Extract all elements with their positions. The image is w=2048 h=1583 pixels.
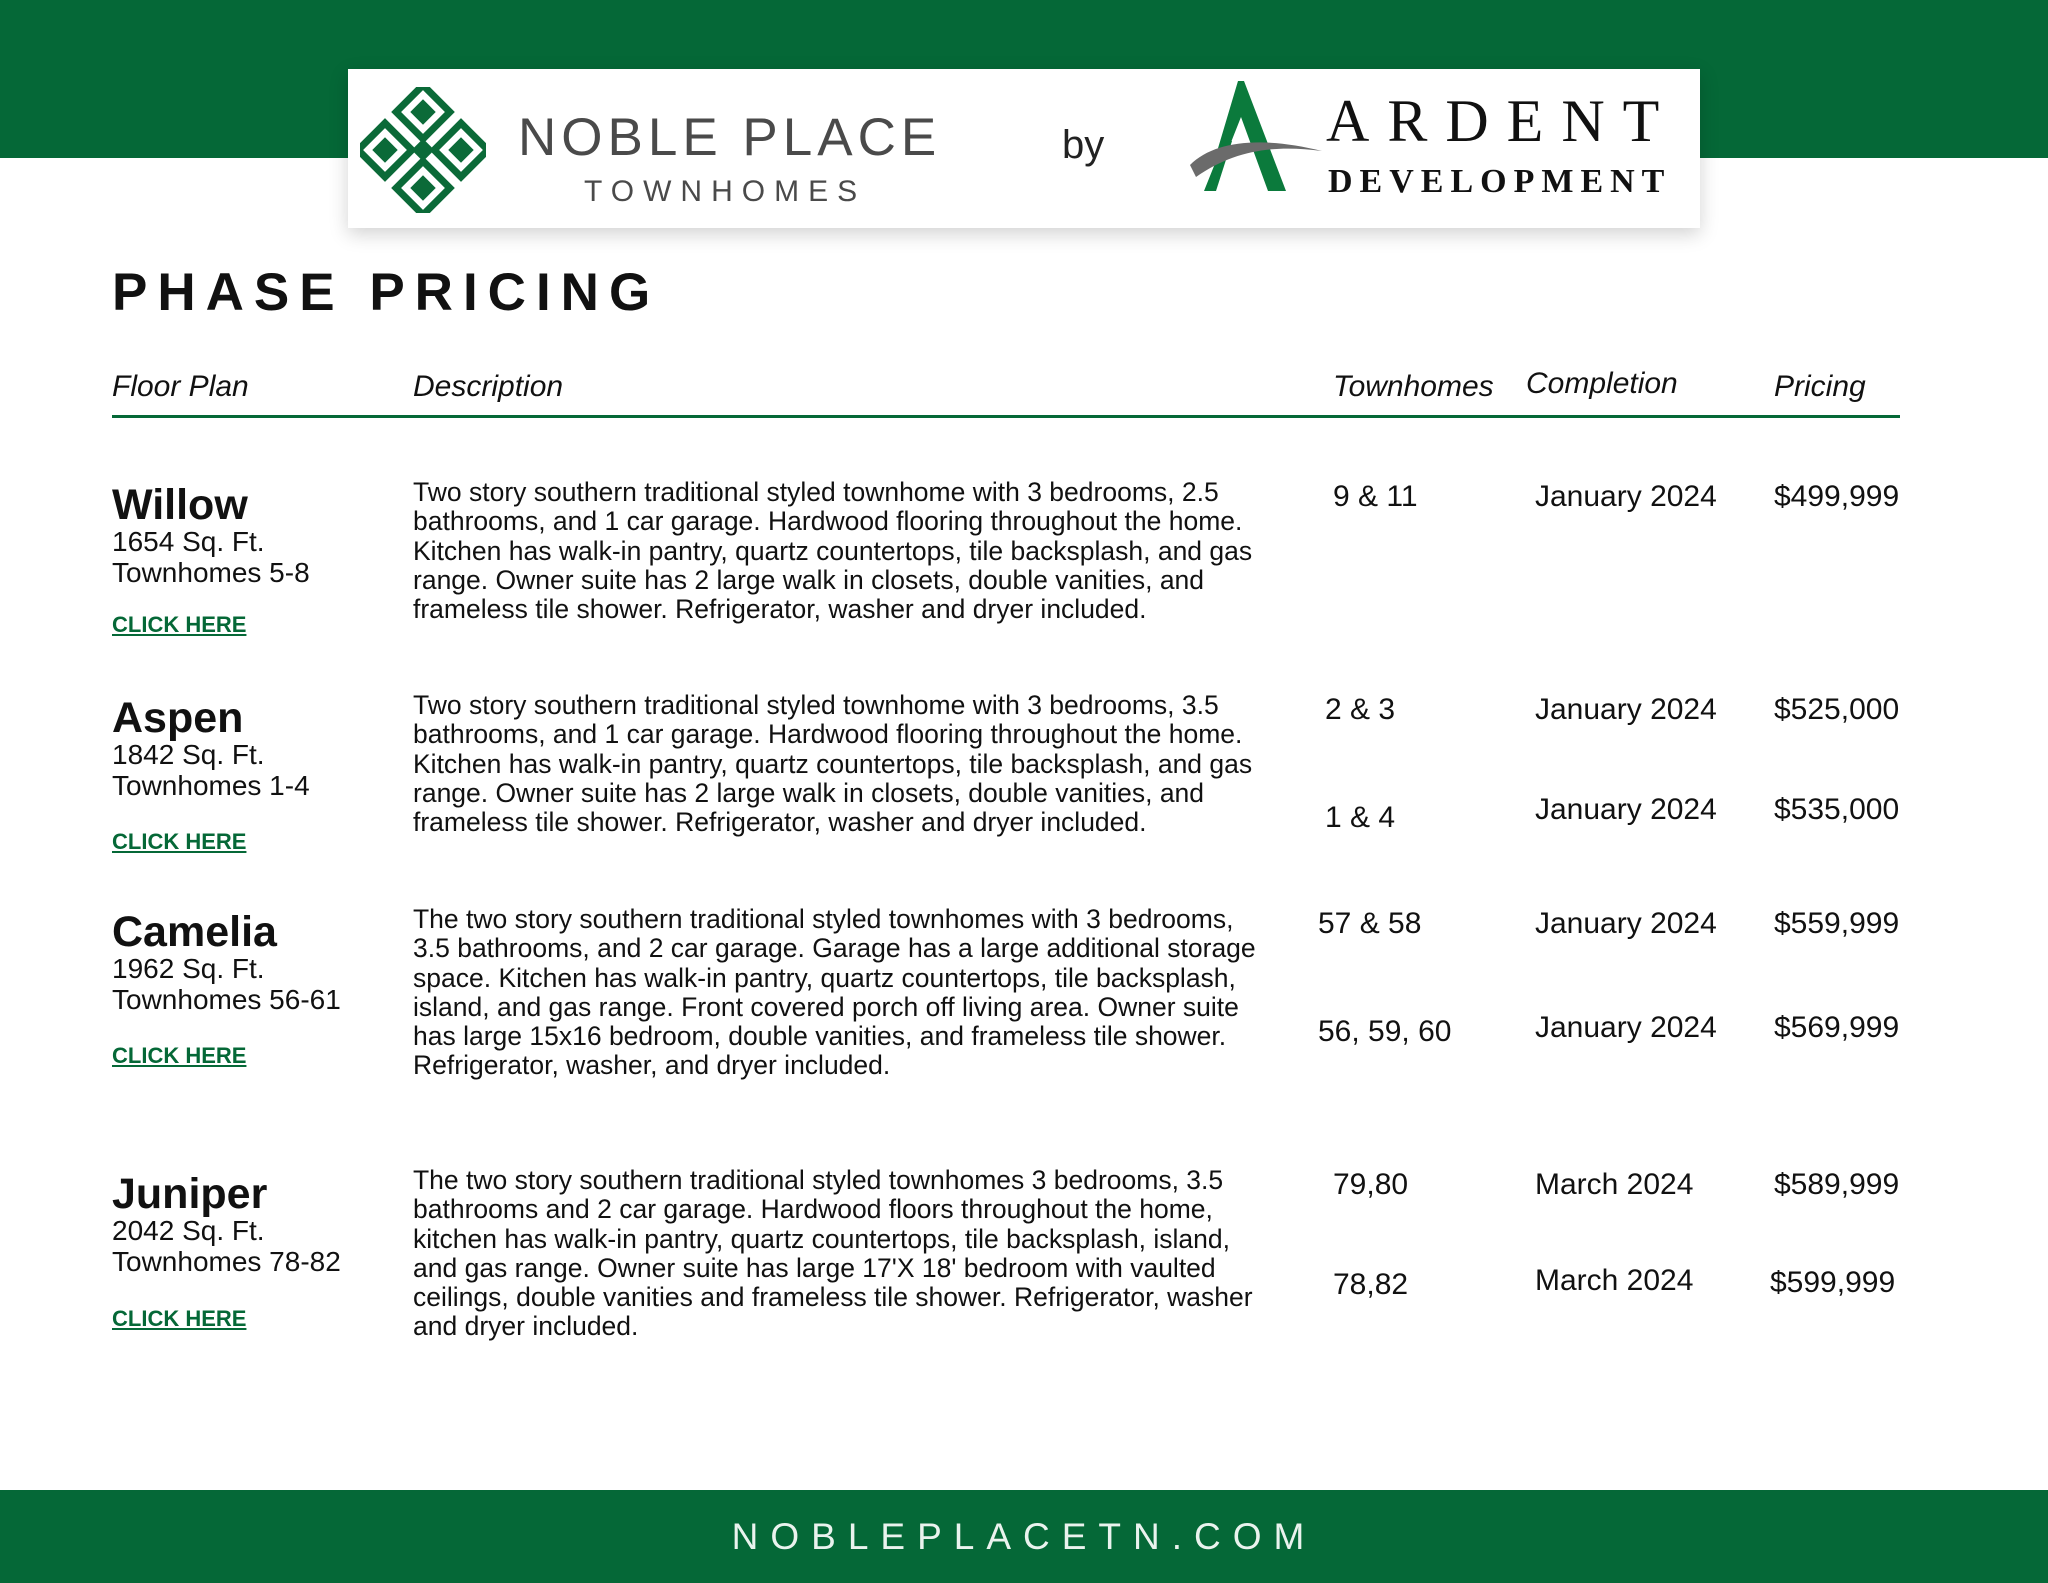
plan-name: Camelia [112, 908, 277, 956]
townhomes-cell: 78,82 [1333, 1268, 1409, 1301]
developer-name: ARDENT [1326, 88, 1678, 154]
website-link[interactable]: NOBLEPLACETN.COM [731, 1515, 1317, 1557]
plan-townhomes-range: Townhomes 78-82 [112, 1246, 341, 1277]
plan-townhomes-range: Townhomes 56-61 [112, 984, 341, 1015]
plan-sqft: 2042 Sq. Ft. [112, 1215, 265, 1246]
header-divider [112, 415, 1900, 418]
completion-cell: January 2024 [1535, 693, 1717, 726]
plan-link[interactable]: CLICK HERE [112, 829, 247, 854]
page-title: PHASE PRICING [112, 263, 661, 322]
price-cell: $589,999 [1774, 1168, 1900, 1201]
price-cell: $499,999 [1774, 480, 1900, 513]
completion-cell: January 2024 [1535, 480, 1717, 513]
plan-link[interactable]: CLICK HERE [112, 1306, 247, 1331]
plan-link[interactable]: CLICK HERE [112, 1043, 247, 1068]
plan-sqft: 1962 Sq. Ft. [112, 953, 265, 984]
price-cell: $569,999 [1774, 1011, 1900, 1044]
townhomes-cell: 79,80 [1333, 1168, 1409, 1201]
column-header-completion: Completion [1526, 367, 1678, 400]
plan-townhomes-range: Townhomes 5-8 [112, 557, 310, 588]
plan-name: Willow [112, 481, 248, 529]
column-header-floor-plan: Floor Plan [112, 370, 249, 403]
column-header-pricing: Pricing [1774, 370, 1866, 403]
completion-cell: March 2024 [1535, 1168, 1694, 1201]
price-cell: $559,999 [1774, 907, 1900, 940]
townhomes-cell: 57 & 58 [1318, 907, 1422, 940]
townhomes-cell: 1 & 4 [1325, 801, 1396, 834]
plan-townhomes-range: Townhomes 1-4 [112, 770, 310, 801]
plan-description: The two story southern traditional styled townhomes with 3 bedrooms, 3.5 bathrooms, and 2 car garage. Garage has a large additional storage space. Kitchen has walk-in pantry, quartz countertops, tile backsplash, island, and gas range. Front covered porch off living area. Owner suite has large 15x16 bedroom, double vanities, and frameless tile shower. Refrigerator, washer, and dryer included. [413, 904, 1256, 1081]
completion-cell: January 2024 [1535, 1011, 1717, 1044]
plan-name: Aspen [112, 694, 244, 742]
price-cell: $535,000 [1774, 793, 1900, 826]
townhomes-cell: 9 & 11 [1333, 480, 1418, 513]
brand-name: NOBLE PLACE [518, 108, 942, 167]
completion-cell: March 2024 [1535, 1264, 1694, 1297]
plan-name: Juniper [112, 1170, 268, 1218]
plan-description: Two story southern traditional styled townhome with 3 bedrooms, 3.5 bathrooms, and 1 car garage. Hardwood flooring throughout the home. Kitchen has walk-in pantry, quartz countertops, tile backsplash, and gas range. Owner suite has 2 large walk in closets, double vanities, and frameless tile shower. Refrigerator, washer and dryer included. [413, 690, 1253, 838]
plan-link[interactable]: CLICK HERE [112, 612, 247, 637]
price-cell: $599,999 [1770, 1266, 1896, 1299]
footer-band [0, 1490, 2048, 1583]
column-header-description: Description [413, 370, 564, 403]
plan-description: The two story southern traditional styled townhomes 3 bedrooms, 3.5 bathrooms and 2 car garage. Hardwood floors throughout the home, kitchen has walk-in pantry, quartz countertops, tile backsplash, island, and gas range. Owner suite has large 17'X 18' bedroom with vaulted ceilings, double vanities and frameless tile shower. Refrigerator, washer and dryer included. [413, 1165, 1253, 1342]
noble-place-logo-icon [360, 87, 486, 213]
completion-cell: January 2024 [1535, 907, 1717, 940]
price-cell: $525,000 [1774, 693, 1900, 726]
developer-subtitle: DEVELOPMENT [1328, 163, 1672, 200]
townhomes-cell: 56, 59, 60 [1318, 1015, 1452, 1048]
plan-sqft: 1654 Sq. Ft. [112, 526, 265, 557]
by-label: by [1062, 123, 1105, 167]
brand-tagline: TOWNHOMES [584, 175, 867, 208]
plan-sqft: 1842 Sq. Ft. [112, 739, 265, 770]
ardent-logo-icon [1186, 79, 1326, 197]
completion-cell: January 2024 [1535, 793, 1717, 826]
logo-banner [348, 69, 1700, 228]
townhomes-cell: 2 & 3 [1325, 693, 1396, 726]
plan-description: Two story southern traditional styled townhome with 3 bedrooms, 2.5 bathrooms, and 1 car garage. Hardwood flooring throughout the home. Kitchen has walk-in pantry, quartz countertops, tile backsplash, and gas range. Owner suite has 2 large walk in closets, double vanities, and frameless tile shower. Refrigerator, washer and dryer included. [413, 477, 1253, 625]
column-header-townhomes: Townhomes [1333, 370, 1494, 403]
